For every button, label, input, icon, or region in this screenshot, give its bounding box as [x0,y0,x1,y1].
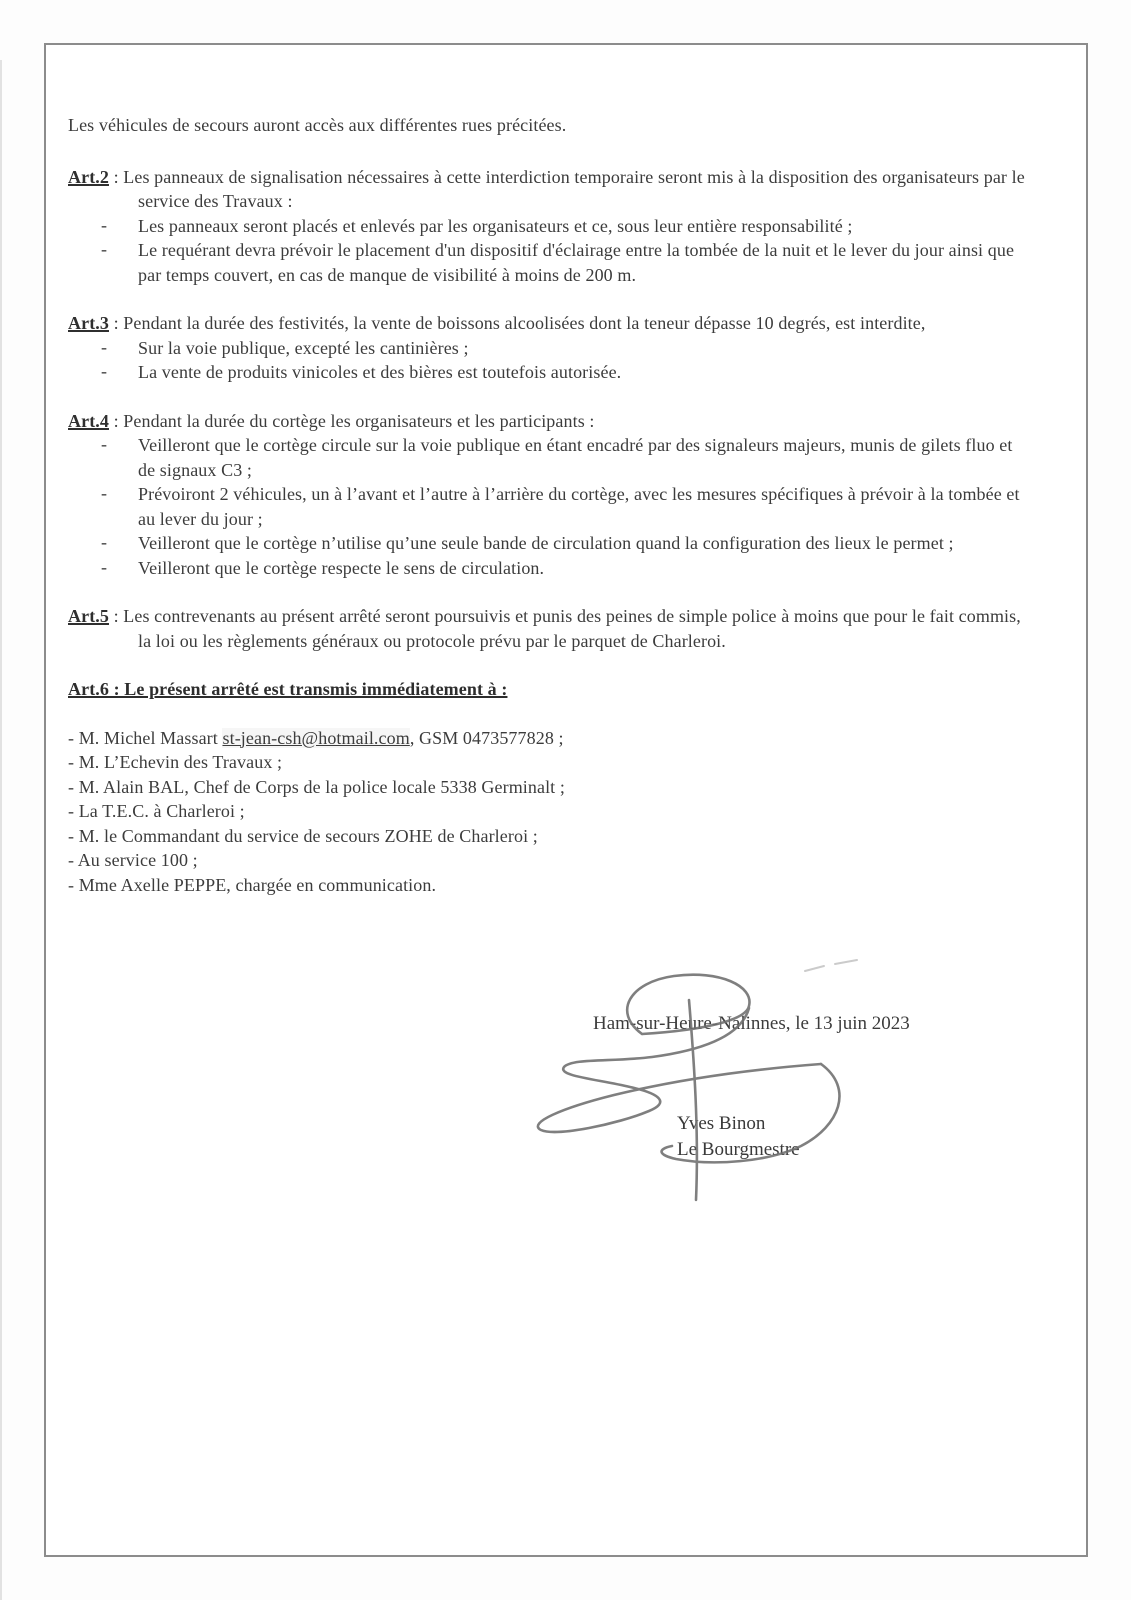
article-3-bullet-1 [68,336,1030,361]
bullet-dash: - [101,336,108,357]
article-4-bullet-1 [68,433,1030,482]
article-3-text: Pendant la durée des festivités, la vente de boissons alcoolisées dont la teneur dépasse 10 degrés, est interdite, [123,313,926,333]
bullet-dash: - [101,239,108,259]
bullet-dash: - [101,214,108,235]
bullet-text: Le requérant devra prévoir le placement d'un dispositif d'éclairage entre la tombée de la nuit et le lever du jour ainsi que par temps couvert, en cas de manque de visibilité à moins de 200 m. [138,240,1015,285]
document-body [68,113,1030,897]
article-5-separator: : [108,606,124,626]
bullet-text: Veilleront que le cortège respecte le sens de circulation. [138,557,545,578]
signature-place-date: Ham-sur-Heure-Nalinnes, le 13 juin 2023 [593,1013,910,1034]
article-4-bullet-4 [68,556,1030,581]
article-2-label: Art.2 [68,166,109,187]
recipient-suffix: , GSM 0473577828 ; [409,727,564,748]
bullet-dash: - [101,532,108,552]
article-2 [68,165,1030,288]
article-4 [68,409,1030,581]
article-3-bullet-2 [68,360,1030,385]
recipient-prefix: - M. Michel Massart [68,727,223,748]
recipient-email: st-jean-csh@hotmail.com [222,727,410,748]
bullet-text: Sur la voie publique, excepté les cantinières ; [138,337,469,358]
bullet-text: Veilleront que le cortège circule sur la voie publique en étant encadré par des signaleurs majeurs, munis de gilets fluo et de signaux C3 ; [138,435,1013,480]
article-2-separator: : [108,166,124,187]
bullet-text: Veilleront que le cortège n’utilise qu’une seule bande de circulation quand la configuration des lieux le permet ; [138,533,954,553]
article-2-bullet-2 [68,238,1030,287]
article-5-label: Art.5 [68,606,109,626]
article-4-bullet-2 [68,482,1030,531]
scan-artifact-line [0,60,2,1600]
bullet-text: La vente de produits vinicoles et des bières est toutefois autorisée. [138,362,622,382]
recipient-list [68,726,1030,898]
recipient-line-commandant: - M. le Commandant du service de secours ZOHE de Charleroi ; [68,825,538,846]
article-2-bullet-1 [68,214,1030,239]
article-4-heading [68,409,1030,434]
bullet-text: Les panneaux seront placés et enlevés par les organisateurs et ce, sous leur entière responsabilité ; [138,215,853,236]
bullet-dash: - [101,361,108,381]
article-6-heading: Art.6 : Le présent arrêté est transmis immédiatement à : [68,679,508,699]
signature-name: Yves Binon [677,1113,766,1134]
recipient-line-bal: - M. Alain BAL, Chef de Corps de la police locale 5338 Germinalt ; [68,776,565,797]
article-2-text: Les panneaux de signalisation nécessaires à cette interdiction temporaire seront mis à la disposition des organisateurs par le service des Travaux : [123,166,1025,211]
recipient-line-echevin: - M. L’Echevin des Travaux ; [68,752,283,772]
bullet-dash: - [101,434,108,454]
article-2-heading [68,165,1030,214]
article-4-separator: : [108,410,124,431]
recipient-line-peppe: - Mme Axelle PEPPE, chargée en communication. [68,874,437,895]
bullet-text: Prévoiront 2 véhicules, un à l’avant et l’autre à l’arrière du cortège, avec les mesures spécifiques à prévoir à la tombée et au lever du jour ; [138,484,1020,529]
article-4-text: Pendant la durée du cortège les organisateurs et les participants : [123,410,595,431]
bullet-dash: - [101,556,108,577]
article-3 [68,311,1030,385]
recipient-line-service100: - Au service 100 ; [68,850,198,870]
recipient-line-massart [68,726,1030,751]
intro-paragraph: Les véhicules de secours auront accès aux différentes rues précitées. [68,115,567,135]
recipient-line-tec: - La T.E.C. à Charleroi ; [68,801,245,821]
article-5-text: Les contrevenants au présent arrêté seront poursuivis et punis des peines de simple police à moins que pour le fait commis, la loi ou les règlements généraux ou protocole prévu par le parquet de Charleroi. [123,606,1021,651]
article-4-bullet-3 [68,531,1030,556]
article-4-label: Art.4 [68,410,109,431]
article-3-heading [68,311,1030,336]
signature-title: Le Bourgmestre [677,1139,800,1160]
article-3-label: Art.3 [68,313,109,333]
article-3-separator: : [108,313,124,333]
bullet-dash: - [101,483,108,503]
article-5 [68,604,1030,653]
article-5-heading [68,604,1030,653]
